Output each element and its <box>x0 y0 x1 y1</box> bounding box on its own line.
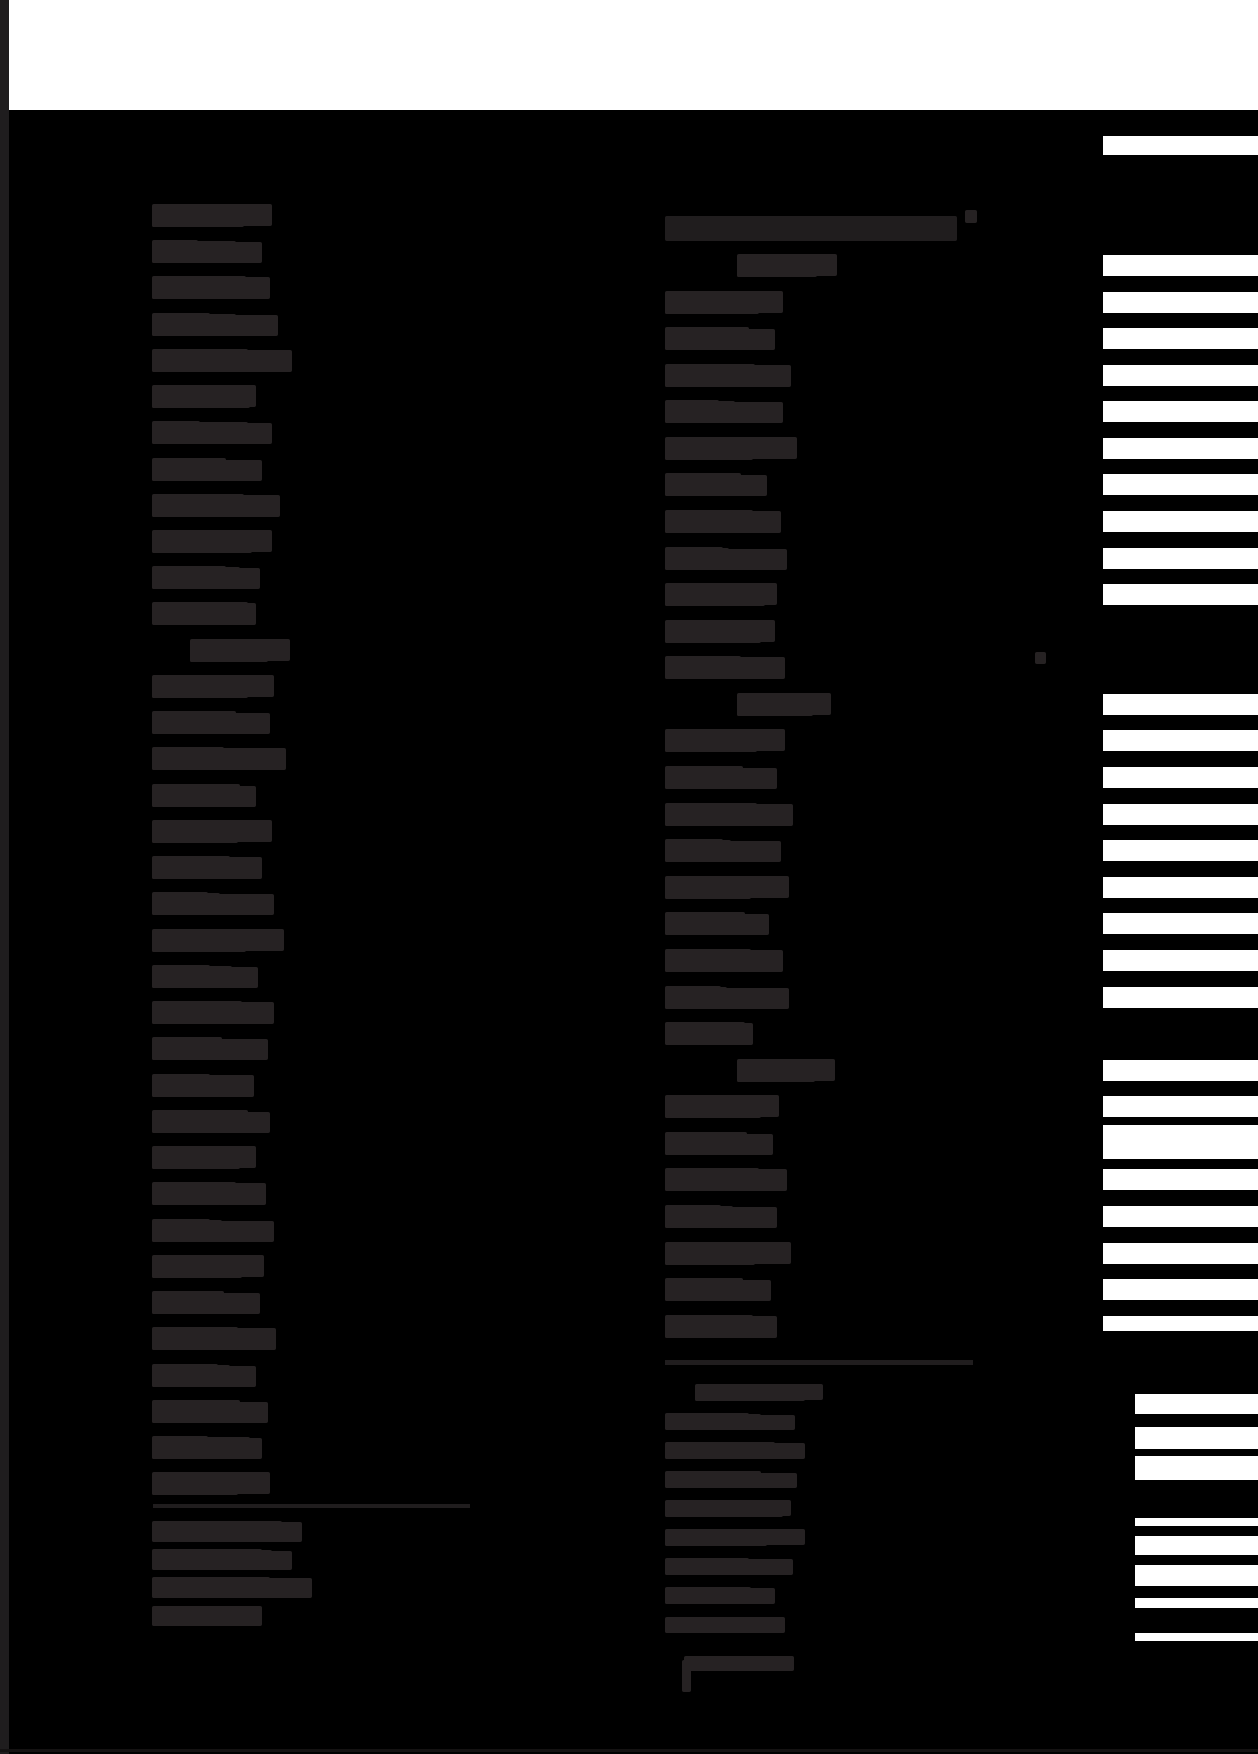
bottom-edge-hairline <box>0 1749 1258 1752</box>
left-edge-bar <box>0 0 9 1754</box>
